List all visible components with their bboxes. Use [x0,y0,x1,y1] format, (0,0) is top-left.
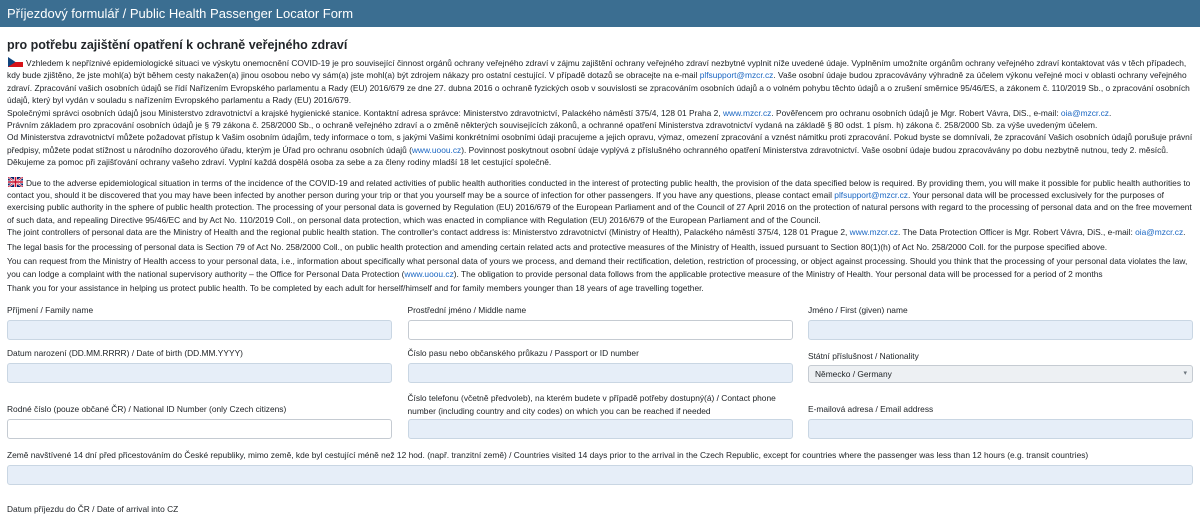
arrival-label: Datum příjezdu do ČR / Date of arrival into CZ [7,504,179,515]
national-id-label: Rodné číslo (pouze občané ČR) / National ID Number (only Czech citizens) [7,404,287,415]
cz-support-email-link[interactable]: plfsupport@mzcr.cz [699,70,774,81]
czech-notice [7,57,1193,169]
cz-paragraph-2: Společnými správci osobních údajů jsou Ministerstvo zdravotnictví a krajské hygienické stanice. Kontaktní adresa správce: Ministerstvo zdravotnictví, Palackého náměstí 375/4, 128 01 Praha 2, www.mzcr.cz. Pověřencem pro ochranu osobních údajů je Mgr. Robert Vávra, DiS., e-mail: oia@mzcr.cz. [7,107,1112,118]
english-notice [7,177,1193,295]
phone-label: Číslo telefonu (včetně předvoleb), na kterém budete v případě potřeby dostupný(á) / Contact phone number (including country and city codes) on which you can be reached if needed [407,393,776,416]
en-support-email-link[interactable]: plfsupport@mzcr.cz [834,190,908,201]
email-input[interactable] [808,419,1193,439]
first-name-label: Jméno / First (given) name [808,305,908,316]
en-paragraph-3: The legal basis for the processing of personal data is Section 79 of Act No. 258/2000 Coll., on public health protection and amending certain related acts and protective measures of the Ministry of Health, issued pursuant to Section 80(1)(h) of Act No. 258/2000 Coll. for the purpose specified above. [7,241,1108,252]
arrival-group [7,503,1193,515]
form-header [0,0,1200,27]
name-row [7,304,1193,340]
nationality-group [808,347,1193,383]
email-label: E-mailová adresa / Email address [808,404,934,415]
nationality-value: Německo / Germany [815,369,892,380]
middle-name-input[interactable] [408,320,793,340]
en-paragraph-1: Due to the adverse epidemiological situation in terms of the incidence of the COVID-19 and related activities of public health authorities conducted in the interest of protecting public health, the provision of the data specified below is required. By providing them, you will make it possible for public health authorities to contact you, should it be discovered that you may have been infected by another person during your trip or that you yourself may be a source of infection for other passengers. If you have any questions, please contact email plfsupport@mzcr.cz. Your personal data will be processed exclusively for the purposes of exercising public authority in the sphere of public health protection. The processing of your personal data is governed by Regulation (EU) 2016/679 of the European Parliament and of the Council of 27 April 2016 on the protection of natural persons with regard to the processing of personal data and on the free movement of such data, and repealing Directive 95/46/EC and by Act No. 110/2019 Coll., on personal data protection, which was enacted in compliance with Regulation (EU) 2016/679 of the European Parliament and of the Council. [7,177,1192,225]
czech-flag-icon [8,57,23,67]
first-name-group [808,304,1193,340]
en-mzcr-link[interactable]: www.mzcr.cz [849,227,899,238]
countries-label: Země navštívené 14 dní před přicestováním do České republiky, mimo země, kde byl cestující méně než 12 hod. (např. tranzitní země) / Countries visited 14 days prior to the arrival in the Czech Republic, except for countries where the passenger was less than 12 hours (e.g. transit countries) [7,450,1089,461]
countries-group [7,449,1193,485]
national-id-group [7,403,392,439]
section-title: pro potřebu zajištění opatření k ochraně veřejného zdraví [7,38,348,52]
middle-name-group [408,304,793,340]
phone-input[interactable] [408,419,793,439]
dob-group [7,347,392,383]
cz-paragraph-3: Právním základem pro zpracování osobních údajů je § 79 zákona č. 258/2000 Sb., o ochraně veřejného zdraví a o změně některých souvisejících zákonů, a ochranné opatření Ministerstva zdravotnictví vydaná na základě § 80 odst. 1 písm. h) zákona č. 258/2000 Sb. za výše uvedeným účelem. [7,120,1098,131]
cz-paragraph-5: Děkujeme za pomoc při zajišťování ochrany vašeho zdraví. Vyplní každá dospělá osoba za sebe a za členy rodiny mladší 18 let cestující společně. [7,157,552,168]
passport-label: Číslo pasu nebo občanského průkazu / Passport or ID number [407,348,639,359]
passport-group [408,347,793,383]
middle-name-label: Prostřední jméno / Middle name [407,305,527,316]
cz-uoou-link[interactable]: www.uoou.cz [411,144,462,155]
nationality-select[interactable] [808,365,1193,383]
family-name-group [7,304,392,340]
phone-group [408,392,793,439]
first-name-input[interactable] [808,320,1193,340]
chevron-down-icon: ▾ [1183,370,1187,378]
email-group [808,403,1193,439]
cz-paragraph-1: Vzhledem k nepříznivé epidemiologické situaci ve výskytu onemocnění COVID-19 je pro související činnost orgánů ochrany veřejného zdraví v zájmu zajištění ochrany veřejného zdraví nezbytné vyplnit níže uvedené údaje. Vyplněním umožníte orgánům ochrany veřejného zdraví kontaktovat vás v těch případech, kdy bude zjištěno, že jste mohl(a) být během cesty nakažen(a) jinou osobou nebo vy sám(a) jste mohl(a) být zdrojem nákazy pro ostatní cestující. V případě dotazů se obracejte na e-mail plfsupport@mzcr.cz. Vaše osobní údaje budou zpracovávány výhradně za účelem výkonu veřejné moci v oblasti ochrany veřejného zdraví. Zpracování vašich osobních údajů se řídí Nařízením Evropského parlamentu a Rady (EU) 2016/679 ze dne 27. dubna 2016 o ochraně fyzických osob v souvislosti se zpracováním osobních údajů a o volném pohybu těchto údajů a o zrušení směrnice 95/46/ES, a zákonem č. 110/2019 Sb., o zpracování osobních údajů, který byl vydán v souladu s nařízením Evropského parlamentu a Rady (EU) 2016/679. [7,58,1190,106]
en-paragraph-4: You can request from the Ministry of Health access to your personal data, i.e., information about specifically what personal data of yours we process, and demand their rectification, deletion, restriction of processing, or object against processing. Should you think that the processing of your personal data violates the law, you can lodge a complaint with the national supervisory authority – the Office for Personal Data Protection (www.uoou.cz). The obligation to provide personal data follows from the applicable protective measure of the Ministry of Health. Your personal data will be processed for a period of 2 months [7,256,1188,279]
nationality-label: Státní příslušnost / Nationality [808,351,919,362]
identity-row [7,347,1193,383]
cz-mzcr-link[interactable]: www.mzcr.cz [722,107,772,118]
en-oia-email-link[interactable]: oia@mzcr.cz [1135,227,1184,238]
family-name-input[interactable] [7,320,392,340]
national-id-input[interactable] [7,419,392,439]
uk-flag-icon [8,177,23,187]
form-content [0,37,1200,516]
contact-row [7,392,1193,439]
passport-input[interactable] [408,363,793,383]
header-title: Příjezdový formulář / Public Health Passenger Locator Form [7,6,354,21]
dob-label: Datum narození (DD.MM.RRRR) / Date of birth (DD.MM.YYYY) [7,348,243,359]
family-name-label: Příjmení / Family name [7,305,94,316]
en-paragraph-2: The joint controllers of personal data are the Ministry of Health and the regional public health station. The controller's contact address is: Ministerstvo zdravotnictví (Ministry of Health), Palackého náměstí 375/4, 128 01 Prague 2, www.mzcr.cz. The Data Protection Officer is Mgr. Robert Vávra, DiS., e-mail: oia@mzcr.cz. [7,227,1186,238]
en-uoou-link[interactable]: www.uoou.cz [404,268,454,279]
dob-input[interactable] [7,363,392,383]
cz-oia-email-link[interactable]: oia@mzcr.cz [1060,107,1109,118]
en-paragraph-5: Thank you for your assistance in helping us protect public health. To be completed by each adult for herself/himself and for family members younger than 18 years of age travelling together. [7,282,704,293]
cz-paragraph-4: Od Ministerstva zdravotnictví můžete požadovat přístup k Vašim osobním údajům, tedy informace o tom, s jakými Vašimi konkrétními osobními údaji pracujeme a jejich opravu, výmaz, omezení zpracování a vznést námitku proti zpracování. Pokud byste se domnívali, že zpracování Vašich osobních údajů porušuje právní předpisy, můžete podat stížnost u národního dozorového úřadu, kterým je Úřad pro ochranu osobních údajů (www.uoou.cz). Povinnost poskytnout osobní údaje vyplývá z příslušného ochranného opatření Ministerstva zdravotnictví. Vaše osobní údaje budou zpracovávány po dobu nezbytně nutnou, tedy 2. měsíců. [7,132,1193,155]
countries-input[interactable] [7,465,1193,485]
